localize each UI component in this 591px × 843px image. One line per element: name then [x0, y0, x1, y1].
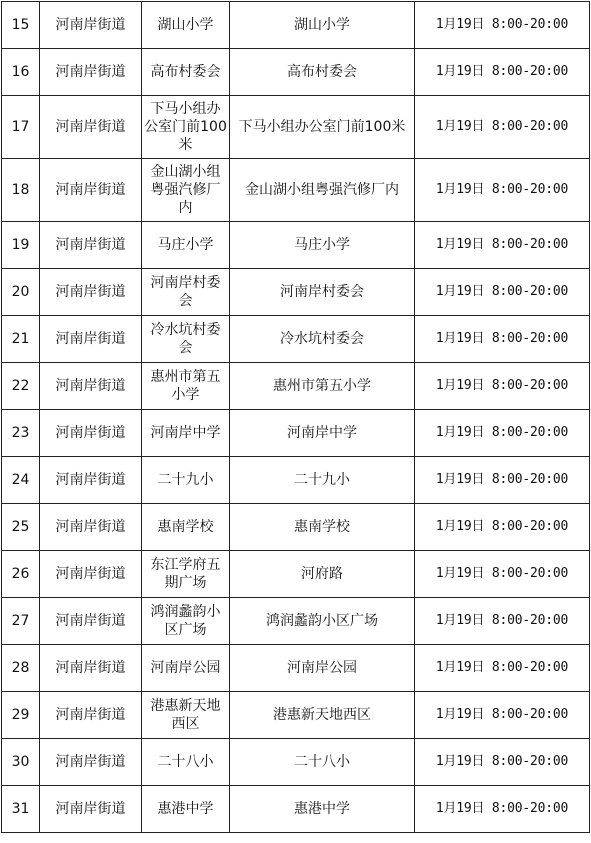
- time-cell: 1月19日 8:00-20:00: [415, 504, 590, 551]
- location-cell: 冷水坑村委会: [230, 316, 415, 363]
- site-name-cell: 港惠新天地西区: [142, 692, 230, 739]
- testing-sites-table: [1, 1, 590, 833]
- row-number-cell: 27: [2, 598, 40, 645]
- street-cell: 河南岸街道: [40, 504, 142, 551]
- time-cell: 1月19日 8:00-20:00: [415, 786, 590, 833]
- table-row: [2, 692, 590, 739]
- site-name-cell: 金山湖小组粤强汽修厂内: [142, 159, 230, 222]
- street-cell: 河南岸街道: [40, 551, 142, 598]
- street-cell: 河南岸街道: [40, 410, 142, 457]
- location-cell: 鸿润蠡韵小区广场: [230, 598, 415, 645]
- location-cell: 河府路: [230, 551, 415, 598]
- site-name-cell: 河南岸村委会: [142, 269, 230, 316]
- time-cell: 1月19日 8:00-20:00: [415, 222, 590, 269]
- site-name-cell: 东江学府五期广场: [142, 551, 230, 598]
- street-cell: 河南岸街道: [40, 49, 142, 96]
- row-number-cell: 18: [2, 159, 40, 222]
- site-name-cell: 鸿润蠡韵小区广场: [142, 598, 230, 645]
- table-row: [2, 504, 590, 551]
- time-cell: 1月19日 8:00-20:00: [415, 159, 590, 222]
- row-number-cell: 23: [2, 410, 40, 457]
- street-cell: 河南岸街道: [40, 96, 142, 159]
- location-cell: 河南岸村委会: [230, 269, 415, 316]
- location-cell: 金山湖小组粤强汽修厂内: [230, 159, 415, 222]
- table-row: [2, 2, 590, 49]
- site-name-cell: 河南岸中学: [142, 410, 230, 457]
- row-number-cell: 20: [2, 269, 40, 316]
- location-cell: 惠州市第五小学: [230, 363, 415, 410]
- row-number-cell: 24: [2, 457, 40, 504]
- street-cell: 河南岸街道: [40, 269, 142, 316]
- row-number-cell: 21: [2, 316, 40, 363]
- site-name-cell: 二十九小: [142, 457, 230, 504]
- street-cell: 河南岸街道: [40, 2, 142, 49]
- street-cell: 河南岸街道: [40, 692, 142, 739]
- location-cell: 河南岸中学: [230, 410, 415, 457]
- site-name-cell: 惠州市第五小学: [142, 363, 230, 410]
- site-name-cell: 惠南学校: [142, 504, 230, 551]
- row-number-cell: 29: [2, 692, 40, 739]
- street-cell: 河南岸街道: [40, 598, 142, 645]
- location-cell: 港惠新天地西区: [230, 692, 415, 739]
- site-name-cell: 湖山小学: [142, 2, 230, 49]
- time-cell: 1月19日 8:00-20:00: [415, 2, 590, 49]
- time-cell: 1月19日 8:00-20:00: [415, 457, 590, 504]
- time-cell: 1月19日 8:00-20:00: [415, 739, 590, 786]
- time-cell: 1月19日 8:00-20:00: [415, 551, 590, 598]
- street-cell: 河南岸街道: [40, 645, 142, 692]
- table-row: [2, 739, 590, 786]
- row-number-cell: 26: [2, 551, 40, 598]
- time-cell: 1月19日 8:00-20:00: [415, 363, 590, 410]
- location-cell: 惠港中学: [230, 786, 415, 833]
- table-row: [2, 269, 590, 316]
- table-row: [2, 49, 590, 96]
- row-number-cell: 16: [2, 49, 40, 96]
- location-cell: 二十九小: [230, 457, 415, 504]
- location-cell: 惠南学校: [230, 504, 415, 551]
- location-cell: 高布村委会: [230, 49, 415, 96]
- table-row: [2, 598, 590, 645]
- site-name-cell: 下马小组办公室门前100米: [142, 96, 230, 159]
- table-row: [2, 222, 590, 269]
- row-number-cell: 19: [2, 222, 40, 269]
- location-cell: 湖山小学: [230, 2, 415, 49]
- row-number-cell: 30: [2, 739, 40, 786]
- table-row: [2, 316, 590, 363]
- table-row: [2, 410, 590, 457]
- street-cell: 河南岸街道: [40, 316, 142, 363]
- street-cell: 河南岸街道: [40, 457, 142, 504]
- time-cell: 1月19日 8:00-20:00: [415, 269, 590, 316]
- location-cell: 二十八小: [230, 739, 415, 786]
- row-number-cell: 25: [2, 504, 40, 551]
- time-cell: 1月19日 8:00-20:00: [415, 645, 590, 692]
- site-name-cell: 冷水坑村委会: [142, 316, 230, 363]
- time-cell: 1月19日 8:00-20:00: [415, 316, 590, 363]
- table-row: [2, 96, 590, 159]
- time-cell: 1月19日 8:00-20:00: [415, 692, 590, 739]
- time-cell: 1月19日 8:00-20:00: [415, 96, 590, 159]
- time-cell: 1月19日 8:00-20:00: [415, 410, 590, 457]
- site-name-cell: 惠港中学: [142, 786, 230, 833]
- location-cell: 河南岸公园: [230, 645, 415, 692]
- table-row: [2, 363, 590, 410]
- site-name-cell: 二十八小: [142, 739, 230, 786]
- street-cell: 河南岸街道: [40, 222, 142, 269]
- table-row: [2, 159, 590, 222]
- location-cell: 马庄小学: [230, 222, 415, 269]
- site-name-cell: 高布村委会: [142, 49, 230, 96]
- time-cell: 1月19日 8:00-20:00: [415, 49, 590, 96]
- location-cell: 下马小组办公室门前100米: [230, 96, 415, 159]
- row-number-cell: 22: [2, 363, 40, 410]
- table-row: [2, 786, 590, 833]
- street-cell: 河南岸街道: [40, 363, 142, 410]
- table-row: [2, 645, 590, 692]
- street-cell: 河南岸街道: [40, 159, 142, 222]
- street-cell: 河南岸街道: [40, 786, 142, 833]
- site-name-cell: 河南岸公园: [142, 645, 230, 692]
- street-cell: 河南岸街道: [40, 739, 142, 786]
- row-number-cell: 31: [2, 786, 40, 833]
- table-row: [2, 457, 590, 504]
- row-number-cell: 28: [2, 645, 40, 692]
- table-row: [2, 551, 590, 598]
- row-number-cell: 15: [2, 2, 40, 49]
- site-name-cell: 马庄小学: [142, 222, 230, 269]
- table-body: [2, 2, 590, 833]
- row-number-cell: 17: [2, 96, 40, 159]
- time-cell: 1月19日 8:00-20:00: [415, 598, 590, 645]
